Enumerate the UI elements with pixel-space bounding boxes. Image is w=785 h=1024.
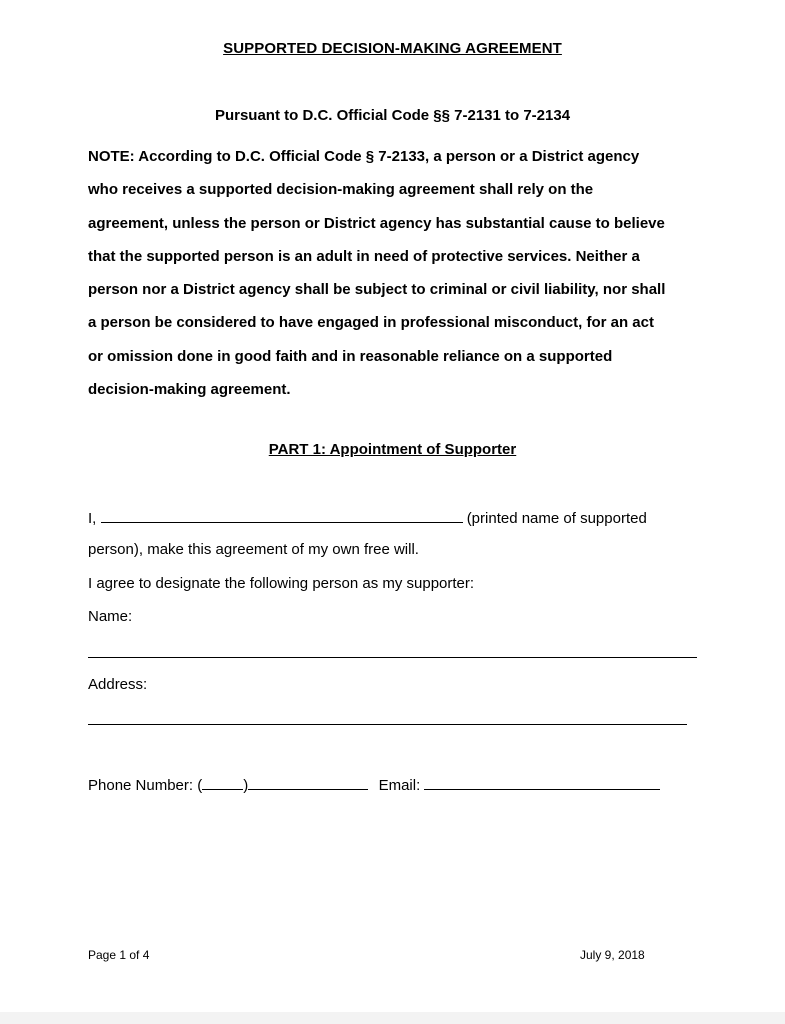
email-label: Email: [378, 777, 421, 794]
area-code-field[interactable] [202, 775, 243, 790]
note-line: NOTE: According to D.C. Official Code § 7-2133, a person or a District agency [88, 148, 640, 165]
note-line: agreement, unless the person or District agency has substantial cause to believe [88, 214, 665, 232]
phone-email-row [88, 775, 660, 794]
page-number: Page 1 of 4 [88, 948, 150, 962]
part1-title: PART 1: Appointment of Supporter [268, 441, 517, 458]
note-line: person nor a District agency shall be subject to criminal or civil liability, nor shall [88, 281, 666, 299]
pursuant-heading: Pursuant to D.C. Official Code §§ 7-2131 to 7-2134 [214, 107, 571, 124]
note-line: decision-making agreement. [88, 381, 291, 399]
address-field[interactable] [88, 724, 687, 725]
supported-name-blank[interactable] [101, 508, 463, 523]
supported-name-row [88, 508, 647, 527]
name-field[interactable] [88, 657, 697, 658]
note-line: that the supported person is an adult in need of protective services. Neither a [88, 247, 640, 265]
i-prefix: I, [88, 510, 97, 527]
note-line: or omission done in good faith and in reasonable reliance on a supported [88, 347, 613, 365]
document-title: SUPPORTED DECISION-MAKING AGREEMENT [223, 40, 562, 57]
phone-paren-close: ) [243, 777, 249, 794]
address-label: Address: [88, 676, 148, 693]
note-paragraph [88, 140, 708, 406]
note-line: a person be considered to have engaged in professional misconduct, for an act [88, 314, 654, 332]
email-field[interactable] [424, 775, 660, 790]
page-bottom-edge [0, 1012, 785, 1024]
phone-label: Phone Number: ( [88, 777, 203, 794]
printed-name-hint: (printed name of supported [466, 510, 647, 527]
note-line: who receives a supported decision-making agreement shall rely on the [88, 181, 594, 199]
document-date: July 9, 2018 [580, 948, 645, 962]
designate-line: I agree to designate the following person as my supporter: [88, 575, 475, 592]
name-label: Name: [88, 608, 133, 625]
free-will-line: person), make this agreement of my own free will. [88, 541, 419, 558]
phone-number-field[interactable] [248, 775, 368, 790]
